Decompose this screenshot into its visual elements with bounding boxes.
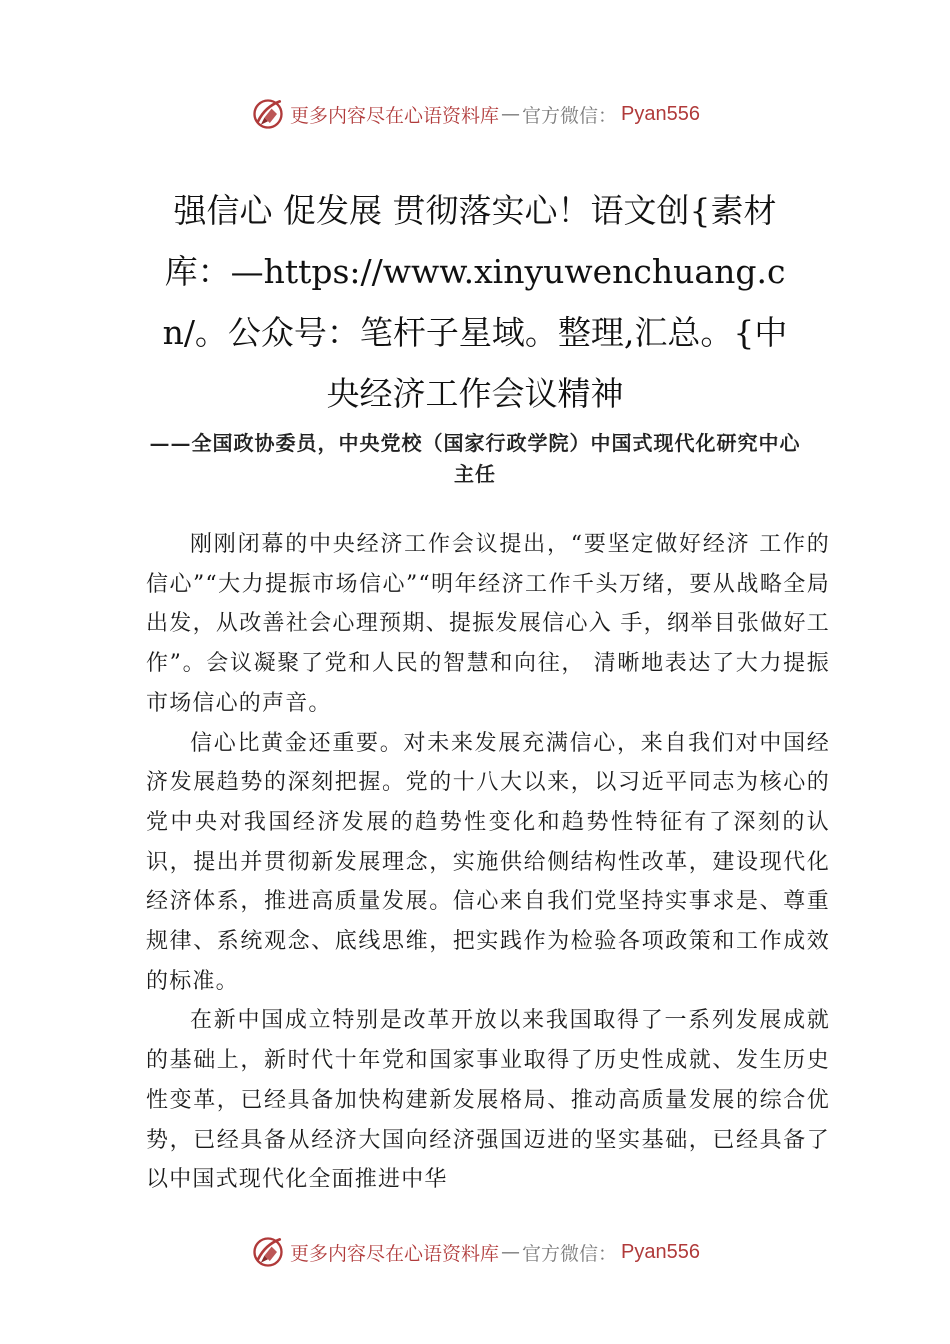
document-title: 强信心 促发展 贯彻落实心！语文创{素材库：—https://www.xinyuwenchuang.cn/。公众号：笔杆子星域。整理,汇总。{中央经济工作会议精神 <box>162 191 788 413</box>
pen-logo-icon <box>250 1234 286 1270</box>
banner-wechat-id: Pyan556 <box>621 1240 700 1263</box>
banner-brand-text: 更多内容尽在心语资料库 <box>290 1242 500 1265</box>
document-subtitle: ——全国政协委员，中央党校（国家行政学院）中国式现代化研究中心主任 <box>149 431 801 486</box>
header-banner <box>0 92 950 136</box>
banner-wechat-label: 官方微信： <box>522 1242 618 1265</box>
banner-wechat-id: Pyan556 <box>621 102 700 125</box>
body-paragraph-2: 信心比黄金还重要。对未来发展充满信心，来自我们对中国经济发展趋势的深刻把握。党的十八大以来，以习近平同志为核心的党中央对我国经济发展的趋势性变化和趋势性特征有了深刻的认识，提出并贯彻新发展理念，实施供给侧结构性改革，建设现代化经济体系，推进高质量发展。信心来自我们党坚持实事求是、尊重规律、系统观念、底线思维，把实践作为检验各项政策和工作成效的标准。 <box>146 730 830 994</box>
banner-separator: — <box>501 103 521 125</box>
body-paragraph-3: 在新中国成立特别是改革开放以来我国取得了一系列发展成就的基础上，新时代十年党和国家事业取得了历史性成就、发生历史性变革，已经具备加快构建新发展格局、推动高质量发展的综合优势，已经具备从经济大国向经济强国迈进的坚实基础，已经具备了以中国式现代化全面推进中华 <box>146 1008 830 1193</box>
body-paragraph-1: 刚刚闭幕的中央经济工作会议提出，“要坚定做好经济 工作的信心”“大力提振市场信心”“明年经济工作千头万绪，要从战略全局出发，从改善社会心理预期、提振发展信心入 手，纲举目张做好工作”。会议凝聚了党和人民的智慧和向往， 清晰地表达了大力提振市场信心的声音。 <box>146 532 830 716</box>
pen-logo-icon <box>250 96 286 132</box>
document-body <box>146 525 830 1200</box>
footer-banner <box>0 1230 950 1274</box>
banner-wechat-label: 官方微信： <box>522 104 618 127</box>
banner-brand-text: 更多内容尽在心语资料库 <box>290 104 500 127</box>
banner-separator: — <box>501 1241 521 1263</box>
